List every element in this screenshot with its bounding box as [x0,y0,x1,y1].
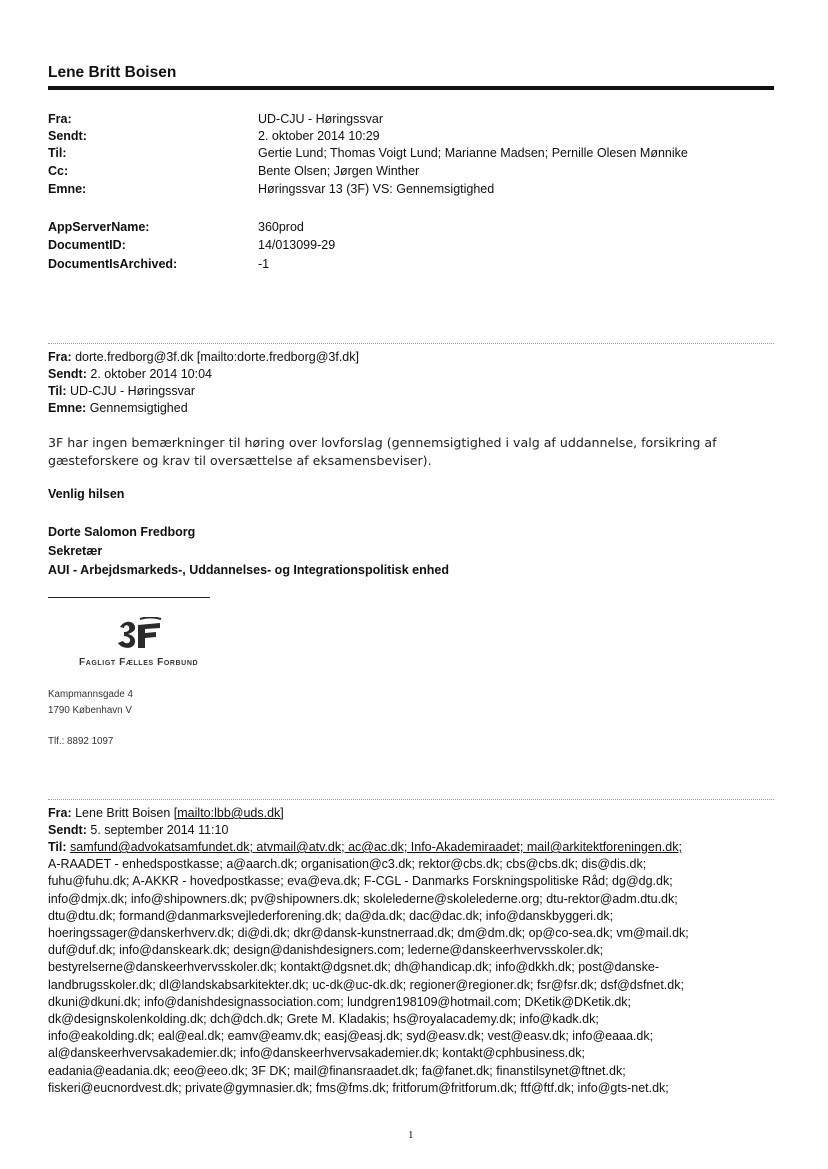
recipient-line: dkuni@dkuni.dk; info@danishdesignassociation.com; lundgren198109@hotmail.com; DKetik@DKetik.dk; [48,994,632,1009]
recipient-line: fiskeri@eucnordvest.dk; private@gymnasier.dk; fms@fms.dk; fritforum@fritforum.dk; ftf@ftf.dk; info@gts-net.dk; [48,1080,669,1095]
sent-value: 2. oktober 2014 10:04 [90,367,212,381]
title-rule [48,86,774,90]
header-value: 2. oktober 2014 10:29 [258,129,380,143]
address-line2: 1790 København V [48,705,132,716]
message1-body: 3F har ingen bemærkninger til høring over lovforslag (gennemsigtighed i valg af uddannelse, forsikring af gæsteforskere og krav til oversættelse af eksamensbeviser). [48,435,717,468]
header-value: Bente Olsen; Jørgen Winther [258,164,420,178]
header-label: Cc: [48,164,69,178]
recipient-line [48,839,788,856]
meta-label: AppServerName: [48,220,150,234]
greeting: Venlig hilsen [48,487,125,501]
org-name: Fagligt Fælles Forbund [79,657,199,668]
mailto-link[interactable]: [mailto:lbb@uds.dk] [173,806,284,820]
header-value: Høringssvar 13 (3F) VS: Gennemsigtighed [258,182,495,196]
recipient-line: hoeringssager@danskerhverv.dk; di@di.dk; dkr@dansk-kunstnerraad.dk; dm@dm.dk; op@co-sea.dk; vm@mail.dk; [48,926,689,941]
meta-label: DocumentIsArchived: [48,257,178,271]
signature-title: Sekretær [48,544,103,558]
recipient-line: A-RAADET - enhedspostkasse; a@aarch.dk; organisation@c3.dk; rektor@cbs.dk; cbs@cbs.dk; dis@dis.dk; [48,857,647,872]
from-label: Fra: [48,350,72,364]
message-separator [48,343,774,344]
recipient-line: landbrugsskoler.dk; dl@landskabsarkitekter.dk; uc-dk@uc-dk.dk; regioner@regioner.dk; fsr@fsr.dk; dsf@dsfnet.dk; [48,977,684,992]
header-value: Gertie Lund; Thomas Voigt Lund; Marianne Madsen; Pernille Olesen Mønnike [258,146,688,160]
meta-value: 360prod [258,220,304,234]
recipient-line: info@dmjx.dk; info@shipowners.dk; pv@shipowners.dk; skolelederne@skolelederne.org; dtu-rektor@adm.dtu.dk; [48,891,678,906]
recipient-line: duf@duf.dk; info@danskeark.dk; design@danishdesigners.com; lederne@danskeerhvervsskoler.dk; [48,943,604,958]
recipient-line: info@eakolding.dk; eal@eal.dk; eamv@eamv.dk; easj@easj.dk; syd@easv.dk; vest@easv.dk; info@eaaa.dk; [48,1029,654,1044]
signature-unit: AUI - Arbejdsmarkeds-, Uddannelses- og Integrationspolitisk enhed [48,563,449,577]
recipient-line: fuhu@fuhu.dk; A-AKKR - hovedpostkasse; eva@eva.dk; F-CGL - Danmarks Forskningspolitiske Råd; dg@dg.dk; [48,874,673,889]
subject-value: Gennemsigtighed [89,401,188,415]
header-label: Sendt: [48,129,87,143]
meta-value: 14/013099-29 [258,238,336,252]
to-label: Til: [48,840,67,854]
subject-label: Emne: [48,401,87,415]
message1-sent [48,366,212,383]
message-separator [48,799,774,800]
message1-subject [48,400,188,417]
signature-name: Dorte Salomon Fredborg [48,525,196,539]
recipient-line: dtu@dtu.dk; formand@danmarksvejlederforening.dk; da@da.dk; dac@dac.dk; info@danskbyggeri.dk; [48,908,614,923]
header-value: UD-CJU - Høringssvar [258,112,383,126]
recipient-line: dk@designskolenkolding.dk; dch@dch.dk; Grete M. Kladakis; hs@royalacademy.dk; info@kadk.dk; [48,1012,599,1027]
document-title: Lene Britt Boisen [48,64,177,81]
sent-label: Sendt: [48,367,87,381]
recipient-line: bestyrelserne@danskeerhvervsskoler.dk; kontakt@dgsnet.dk; dh@handicap.dk; info@dkkh.dk; post@danske- [48,960,659,975]
from-value: Lene Britt Boisen [75,806,171,820]
recipient-line: al@danskeerhvervsakademier.dk; info@danskeerhvervsakademier.dk; kontakt@cphbusiness.dk; [48,1046,585,1061]
from-label: Fra: [48,806,72,820]
sent-label: Sendt: [48,823,87,837]
from-value: dorte.fredborg@3f.dk [mailto:dorte.fredborg@3f.dk] [75,350,359,364]
recipient-line: eadania@eadania.dk; eeo@eeo.dk; 3F DK; mail@finansraadet.dk; fa@fanet.dk; finanstilsynet@ftnet.dk; [48,1063,626,1078]
meta-value: -1 [258,257,270,271]
message2-sent [48,822,228,839]
sent-value: 5. september 2014 11:10 [90,823,229,837]
message2-from [48,805,284,822]
3f-logo-icon [116,617,164,651]
recipient-text[interactable]: samfund@advokatsamfundet.dk; atvmail@atv.dk; ac@ac.dk; Info-Akademiraadet; mail@arkitektforeningen.dk; [70,840,682,854]
address-line1: Kampmannsgade 4 [48,689,133,700]
header-label: Til: [48,146,67,160]
message1-to [48,383,195,400]
header-label: Emne: [48,182,87,196]
to-value: UD-CJU - Høringssvar [70,384,196,398]
phone: Tlf.: 8892 1097 [48,736,114,747]
message2-recipients [48,839,788,1097]
message1-from [48,349,359,366]
header-label: Fra: [48,112,72,126]
page-number: 1 [408,1129,414,1141]
to-label: Til: [48,384,67,398]
signature-rule [48,597,210,598]
meta-label: DocumentID: [48,238,126,252]
